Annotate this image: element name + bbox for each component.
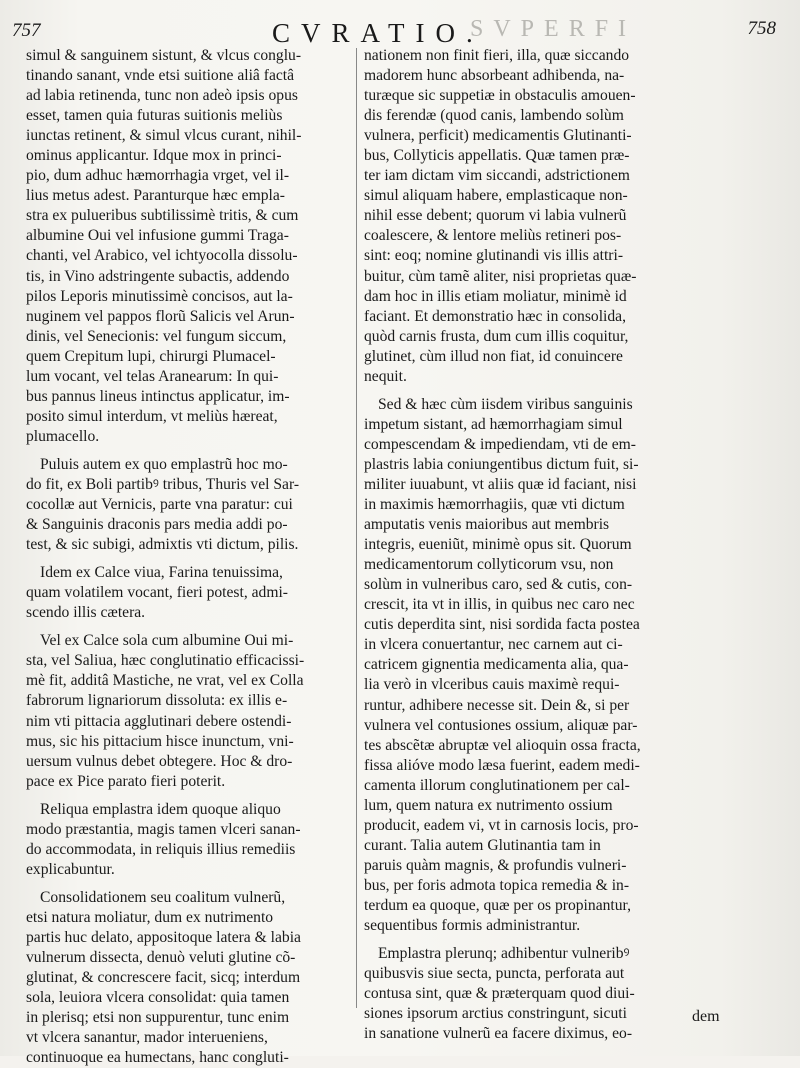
right-column-line: bus, Collyticis appellatis. Quæ tamen præ- [364, 147, 630, 165]
left-column-line: Vel ex Calce sola cum albumine Oui mi- [40, 632, 294, 650]
left-column-line: vulnerum dissecta, denuò veluti glutine cõ- [26, 949, 296, 967]
left-column-line: in plerisq; etsi non suppurentur, tunc enim [26, 1009, 290, 1027]
left-column-line: quem Crepitum lupi, chirurgi Plumacel- [26, 347, 276, 365]
right-column-line: tes abscẽtæ abruptæ vel alioquin ossa fracta, [364, 736, 641, 754]
left-column-line: pio, dum adhuc hæmorrhagia vrget, vel il- [26, 167, 290, 185]
left-column-line: pace ex Pice parato fieri poterit. [26, 772, 226, 790]
right-column-line: solùm in vulneribus caro, sed & cutis, con- [364, 576, 633, 594]
right-column-line: Emplastra plerunq; adhibentur vulneribꝰ [378, 945, 630, 963]
right-column-line: producit, eadem vi, vt in carnosis locis, pro- [364, 816, 639, 834]
right-column-line: siones ipsorum arctius constringunt, sicuti [364, 1005, 627, 1023]
left-column-line: glutinat, & concrescere facit, sicq; interdum [26, 969, 301, 987]
left-column-line: albumine Oui vel infusione gummi Traga- [26, 227, 289, 245]
left-column-line: Idem ex Calce viua, Farina tenuissima, [40, 564, 283, 582]
column-rule [356, 48, 357, 1008]
page-number-right: 758 [747, 18, 776, 39]
right-column-line: catricem gignentia medicamenta alia, qua- [364, 656, 629, 674]
left-column-line: quam volatilem vocant, fieri potest, admi- [26, 584, 288, 602]
left-column-line: sola, leuiora vlcera consolidat: quia tamen [26, 989, 290, 1007]
right-column-line: nihil esse debent; quorum vi labia vulnerũ [364, 207, 627, 225]
left-column-line: pilos Leporis minutissimè concisos, aut la- [26, 287, 293, 305]
left-column-line: posito simul interdum, vt meliùs hæreat, [26, 407, 278, 425]
right-column-line: compescendam & impediendam, vti de em- [364, 435, 636, 453]
right-column-line: curant. Talia autem Glutinantia tam in [364, 836, 601, 854]
right-column-line: dam hoc in illis etiam moliatur, minimè id [364, 287, 627, 305]
right-column-line: in sanatione vulnerũ ea facere diximus, eo- [364, 1025, 633, 1043]
left-column-line: ad labia retinenda, tunc non adeò ipsis opus [26, 87, 298, 105]
right-column-line: ter iam dictam vim siccandi, adstrictionem [364, 167, 630, 185]
catchword: dem [692, 1008, 720, 1025]
left-column-line: continuoque ea humectans, hanc congluti- [26, 1049, 289, 1067]
left-column-line: & Sanguinis draconis pars media addi po- [26, 516, 288, 534]
right-column [364, 46, 686, 1044]
right-column-line: in maximis hæmorrhagiis, quæ vti dictum [364, 496, 625, 514]
right-column-line: coalescere, & lentore meliùs retineri pos- [364, 227, 622, 245]
right-column-line: in vlcera conuertantur, nec carnem aut ci- [364, 636, 623, 654]
right-column-line: lum, quem natura ex nutrimento ossium [364, 796, 613, 814]
right-column-line: impetum sistant, ad hæmorrhagiam simul [364, 415, 623, 433]
bleed-through-text: SVPERFI [470, 16, 637, 42]
right-column-line: runtur, adhibere necesse sit. Dein &, si per [364, 696, 630, 714]
right-column-line: fissa alióve modo læsa fuerint, eadem medi- [364, 756, 640, 774]
right-column-line: Sed & hæc cùm iisdem viribus sanguinis [378, 395, 633, 413]
left-column-line: plumacello. [26, 427, 100, 445]
running-head: CVRATIO. [272, 18, 484, 48]
right-column-line: terdum ea quoque, quæ per os propinantur, [364, 896, 632, 914]
left-column-line: chanti, vel Arabico, vel ichtyocolla dissolu- [26, 247, 298, 265]
right-column-line: turæque sic suppetiæ in obstaculis amouen- [364, 87, 636, 105]
left-column-line: lius metus adest. Paranturque hæc empla- [26, 187, 285, 205]
right-column-line: militer iuuabunt, vt aliis quæ id faciant, nisi [364, 475, 637, 493]
left-column-line: tinando sanant, vnde etsi suitione aliâ factâ [26, 67, 295, 85]
right-column-line: vulnera vel contusiones ossium, aliquæ par- [364, 716, 638, 734]
left-column [26, 46, 352, 1068]
right-column-line: sint: eoq; nomine glutinandi vis illis attri- [364, 247, 624, 265]
right-column-line: faciant. Et demonstratio hæc in consolida, [364, 307, 626, 325]
left-column-line: nim vti pittacia agglutinari debere ostendi- [26, 712, 292, 730]
left-column-line: stra ex pulueribus subtilissimè tritis, & cum [26, 207, 299, 225]
right-column-line: buitur, cùm tamẽ aliter, nisi proprietas quæ- [364, 267, 637, 285]
right-column-line: simul aliquam habere, emplasticaque non- [364, 187, 628, 205]
left-column-line: etsi natura moliatur, dum ex nutrimento [26, 908, 274, 926]
left-column-line: Consolidationem seu coalitum vulnerũ, [40, 888, 286, 906]
right-column-line: quibusvis siue secta, puncta, perforata aut [364, 965, 625, 983]
paragraph-gap [26, 447, 352, 455]
right-column-line: plastris labia coniungentibus dictum fuit, si- [364, 455, 639, 473]
right-column-line: sequentibus formis administrantur. [364, 917, 581, 935]
left-column-line: cocollæ aut Vernicis, parte vna paratur: cui [26, 496, 293, 514]
left-column-line: do accommodata, in reliquis illius remediis [26, 840, 296, 858]
page-number-left: 757 [12, 20, 41, 41]
right-column-line: lia verò in vlceribus cauis maximè requi- [364, 676, 620, 694]
right-column-line: nationem non finit fieri, illa, quæ siccando [364, 47, 630, 64]
paragraph-gap [26, 792, 352, 800]
left-column-line: sta, vel Saliua, hæc conglutinatio efficacissi- [26, 652, 305, 670]
left-column-line: nuginem vel pappos florũ Salicis vel Arun- [26, 307, 295, 325]
right-column-line: nequit. [364, 367, 407, 385]
right-column-line: vulnera, perficit) medicamentis Glutinanti- [364, 127, 632, 145]
left-column-line: esset, tamen quia futuras suitionis meliùs [26, 107, 283, 125]
left-column-line: scendo illis cætera. [26, 604, 146, 622]
left-column-line: mè fit, additâ Mastiche, ne vrat, vel ex Colla [26, 672, 304, 690]
left-column-line: vt vlcera sanantur, mador interueniens, [26, 1029, 268, 1047]
right-column-line: madorem hunc absorbeant adhibenda, na- [364, 67, 625, 85]
right-column-line: glutinet, cùm illud non fiat, id conuincere [364, 347, 623, 365]
right-column-line: quòd carnis frusta, dum cum illis coquitur, [364, 327, 629, 345]
paragraph-gap [364, 936, 686, 944]
left-column-line: tis, in Vino adstringente subactis, addendo [26, 267, 290, 285]
left-column-line: partis huc delato, appositoque latera & labia [26, 928, 301, 946]
right-column-line: integris, eueniũt, minimè opus sit. Quorum [364, 536, 632, 554]
right-column-line: dis ferendæ (quod canis, lambendo solùm [364, 107, 624, 125]
paragraph-gap [26, 880, 352, 888]
left-column-line: Puluis autem ex quo emplastrũ hoc mo- [40, 455, 288, 473]
paragraph-gap [26, 623, 352, 631]
left-column-line: uersum vulnus debet obtegere. Hoc & dro- [26, 752, 293, 770]
left-column-line: fabrorum lignariorum dissoluta: ex illis e- [26, 692, 288, 710]
left-column-line: Reliqua emplastra idem quoque aliquo [40, 800, 281, 818]
left-column-line: dinis, vel Senecionis: vel fungum siccum, [26, 327, 287, 345]
right-column-line: paruis quàm magnis, & profundis vulneri- [364, 856, 627, 874]
left-column-line: bus pannus lineus intinctus applicatur, im- [26, 387, 290, 405]
right-column-line: bus, per foris admota topica remedia & in- [364, 876, 630, 894]
left-column-line: mus, sic his pittacium hisce inunctum, vni- [26, 732, 294, 750]
left-column-line: simul & sanguinem sistunt, & vlcus conglu- [26, 47, 302, 64]
left-column-line: explicabuntur. [26, 860, 115, 878]
page-header [0, 6, 800, 48]
paragraph-gap [364, 387, 686, 395]
left-column-line: lum vocant, vel telas Aranearum: In qui- [26, 367, 279, 385]
right-column-line: crescit, ita vt in illis, in quibus nec caro nec [364, 596, 635, 614]
left-column-line: do fit, ex Boli partibꝰ tribus, Thuris vel Sar- [26, 475, 300, 493]
left-column-line: test, & sic subigi, admixtis vti dictum, pilis. [26, 536, 299, 554]
left-column-line: iunctas retinent, & simul vlcus curant, nihil- [26, 127, 302, 145]
right-column-line: camenta illorum conglutinationem per cal- [364, 776, 630, 794]
right-column-line: contusa sint, quæ & præterquam quod diui- [364, 985, 635, 1003]
right-column-line: medicamentorum collyticorum vsu, non [364, 556, 614, 574]
left-column-line: modo præstantia, magis tamen vlceri sanan- [26, 820, 301, 838]
left-column-line: ominus applicantur. Idque mox in princi- [26, 147, 282, 165]
right-column-line: cutis deperdita sint, nisi sordida facta postea [364, 616, 640, 634]
right-column-line: amputatis venis maioribus aut membris [364, 516, 610, 534]
paragraph-gap [26, 555, 352, 563]
